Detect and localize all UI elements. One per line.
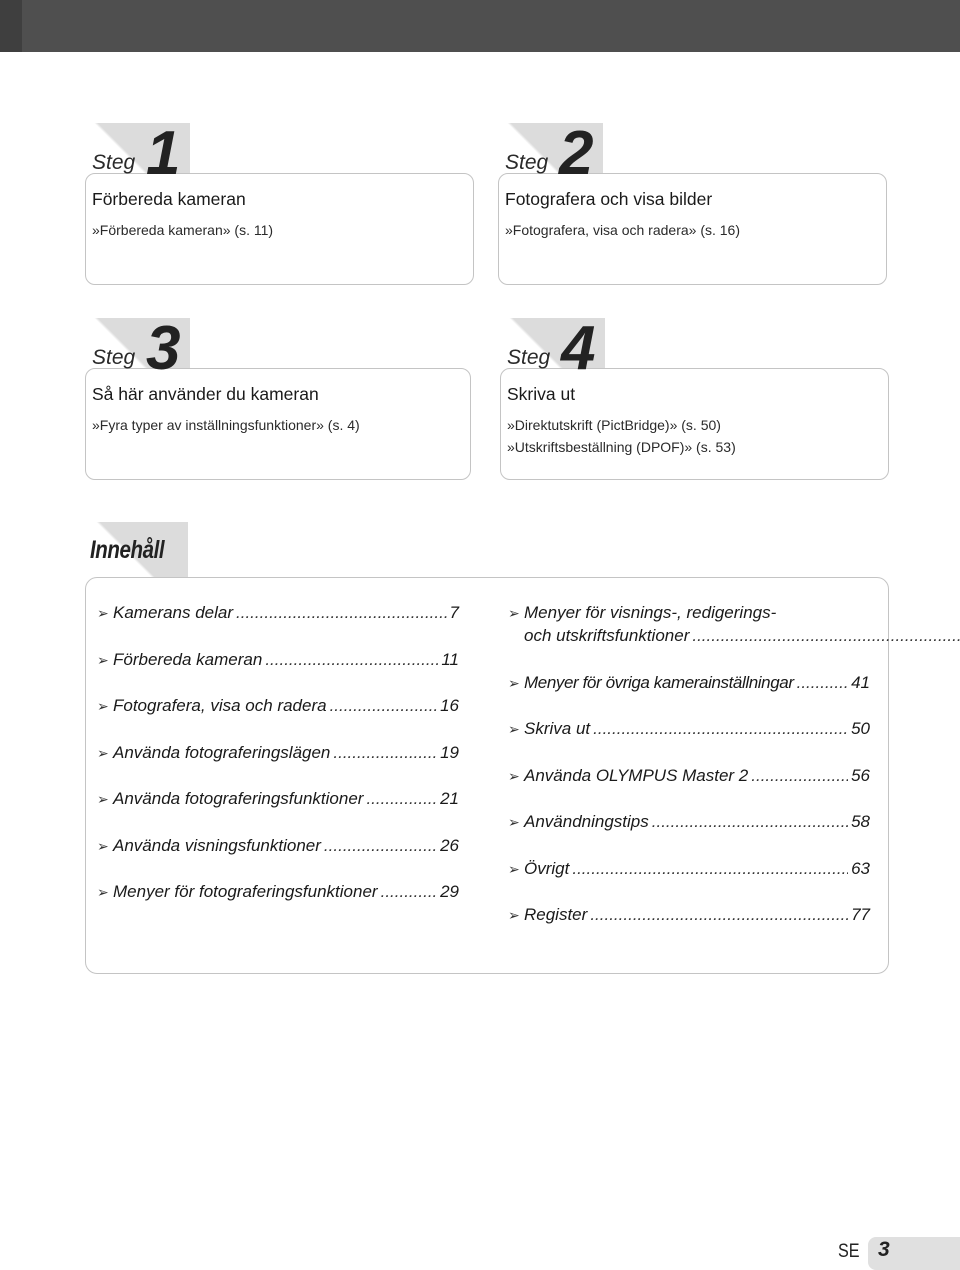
- step-4-panel: [495, 314, 889, 480]
- toc-entry-text: Användningstips: [524, 812, 649, 831]
- chevron-right-icon: ➢: [97, 837, 109, 854]
- toc-leader-dots: [751, 766, 848, 786]
- toc-heading: Innehåll: [90, 536, 165, 564]
- toc-entry-text: Kamerans delar: [113, 603, 234, 622]
- toc-entry[interactable]: [97, 603, 459, 623]
- toc-leader-dots: [333, 743, 437, 763]
- toc-entry[interactable]: [97, 882, 459, 902]
- toc-entry-page: 29: [440, 882, 459, 901]
- toc-leader-dots: [572, 859, 848, 879]
- toc-entry-page: 11: [441, 649, 459, 669]
- toc-leader-dots: [324, 836, 437, 856]
- toc-entry[interactable]: [97, 836, 459, 856]
- toc-entry-text: Övrigt: [524, 858, 570, 878]
- toc-leader-dots: [590, 905, 848, 925]
- step-number: 4: [561, 314, 594, 383]
- toc-entry-page: 77: [851, 905, 870, 924]
- chevron-right-icon: ➢: [508, 605, 520, 621]
- toc-entry-page: 58: [851, 812, 870, 831]
- toc-entry[interactable]: [508, 719, 870, 739]
- toc-right-column: [508, 603, 870, 952]
- step-ref-line: »Fyra typer av inställningsfunktioner» (s. 4): [92, 417, 360, 433]
- step-ref: [92, 219, 273, 241]
- chevron-right-icon: ➢: [97, 791, 109, 807]
- toc-entry-page: 19: [440, 742, 459, 762]
- footer-language-code: SE: [838, 1241, 860, 1262]
- step-number: 3: [146, 314, 179, 383]
- toc-entry[interactable]: [97, 696, 459, 716]
- footer-page-number: 3: [878, 1238, 890, 1261]
- toc-entry-text: Förbereda kameran: [113, 649, 263, 669]
- toc-entry-page: 41: [851, 672, 870, 692]
- toc-entry-text: Menyer för fotograferingsfunktioner: [113, 882, 378, 901]
- toc-entry[interactable]: [508, 766, 870, 786]
- step-1-panel: [80, 119, 474, 285]
- step-label: Steg: [507, 346, 551, 369]
- step-number: 1: [146, 119, 179, 188]
- toc-entry-page: 56: [851, 765, 870, 785]
- toc-entry-text: Menyer för övriga kamerainställningar: [524, 672, 794, 692]
- toc-entry-text: Använda fotograferingslägen: [113, 742, 331, 762]
- toc-entry-page: 16: [440, 696, 459, 715]
- toc-leader-dots: [366, 789, 437, 809]
- step-3-panel: [80, 314, 471, 480]
- toc-entry-continuation: [508, 626, 960, 646]
- toc-entry[interactable]: [508, 603, 870, 646]
- toc-entry-text: Fotografera, visa och radera: [113, 696, 327, 715]
- step-label: Steg: [505, 151, 549, 174]
- toc-entry[interactable]: [97, 650, 459, 670]
- toc-entry[interactable]: [97, 789, 459, 809]
- step-ref-line: »Direktutskrift (PictBridge)» (s. 50): [507, 417, 721, 433]
- step-title: Förbereda kameran: [92, 189, 246, 209]
- toc-entry[interactable]: [508, 859, 870, 879]
- toc-entry-text: Menyer för visnings-, redigerings-: [524, 603, 777, 622]
- step-title: Så här använder du kameran: [92, 384, 319, 404]
- step-ref-line: »Utskriftsbeställning (DPOF)» (s. 53): [507, 439, 736, 455]
- toc-left-column: [97, 603, 459, 929]
- step-ref: [507, 414, 736, 458]
- toc-leader-dots: [692, 626, 960, 646]
- chevron-right-icon: ➢: [97, 698, 109, 714]
- toc-entry[interactable]: [508, 673, 870, 693]
- chevron-right-icon: ➢: [508, 767, 520, 784]
- chevron-right-icon: ➢: [97, 884, 109, 900]
- chevron-right-icon: ➢: [97, 651, 109, 668]
- step-label: Steg: [92, 346, 136, 369]
- step-title: Fotografera och visa bilder: [505, 189, 713, 209]
- chevron-right-icon: ➢: [508, 674, 520, 691]
- toc-entry[interactable]: [97, 743, 459, 763]
- toc-entry-text-line2: och utskriftsfunktioner: [524, 626, 690, 645]
- toc-entry-page: 21: [440, 789, 459, 808]
- toc-leader-dots: [593, 719, 848, 739]
- toc-leader-dots: [797, 673, 848, 693]
- step-number: 2: [559, 119, 592, 188]
- top-bar: [0, 0, 960, 52]
- toc-entry[interactable]: [508, 905, 870, 925]
- step-ref: [92, 414, 360, 436]
- toc-leader-dots: [381, 882, 437, 902]
- chevron-right-icon: ➢: [97, 744, 109, 761]
- toc-leader-dots: [265, 650, 438, 670]
- chevron-right-icon: ➢: [508, 907, 520, 923]
- chevron-right-icon: ➢: [508, 721, 520, 737]
- chevron-right-icon: ➢: [508, 814, 520, 830]
- toc-entry-page: 63: [851, 858, 870, 878]
- step-2-panel: [493, 119, 887, 285]
- chevron-right-icon: ➢: [97, 605, 109, 621]
- toc-entry-page: 7: [449, 603, 459, 622]
- toc-entry-text: Använda OLYMPUS Master 2: [524, 765, 749, 785]
- toc-entry-text: Skriva ut: [524, 719, 591, 738]
- step-title: Skriva ut: [507, 384, 576, 404]
- step-ref-line: »Fotografera, visa och radera» (s. 16): [505, 222, 741, 238]
- toc-entry[interactable]: [508, 812, 870, 832]
- toc-leader-dots: [236, 603, 447, 623]
- top-bar-strip: [0, 0, 22, 52]
- toc-leader-dots: [330, 696, 438, 716]
- toc-entry-page: 26: [440, 835, 459, 855]
- step-ref-line: »Förbereda kameran» (s. 11): [92, 222, 274, 238]
- toc-entry-text: Använda fotograferingsfunktioner: [113, 789, 364, 808]
- step-ref: [505, 219, 740, 241]
- chevron-right-icon: ➢: [508, 860, 520, 877]
- step-label: Steg: [92, 151, 136, 174]
- toc-entry-text: Register: [524, 905, 588, 924]
- toc-entry-text: Använda visningsfunktioner: [113, 835, 321, 855]
- toc-leader-dots: [652, 812, 848, 832]
- toc-entry-page: 50: [851, 719, 870, 738]
